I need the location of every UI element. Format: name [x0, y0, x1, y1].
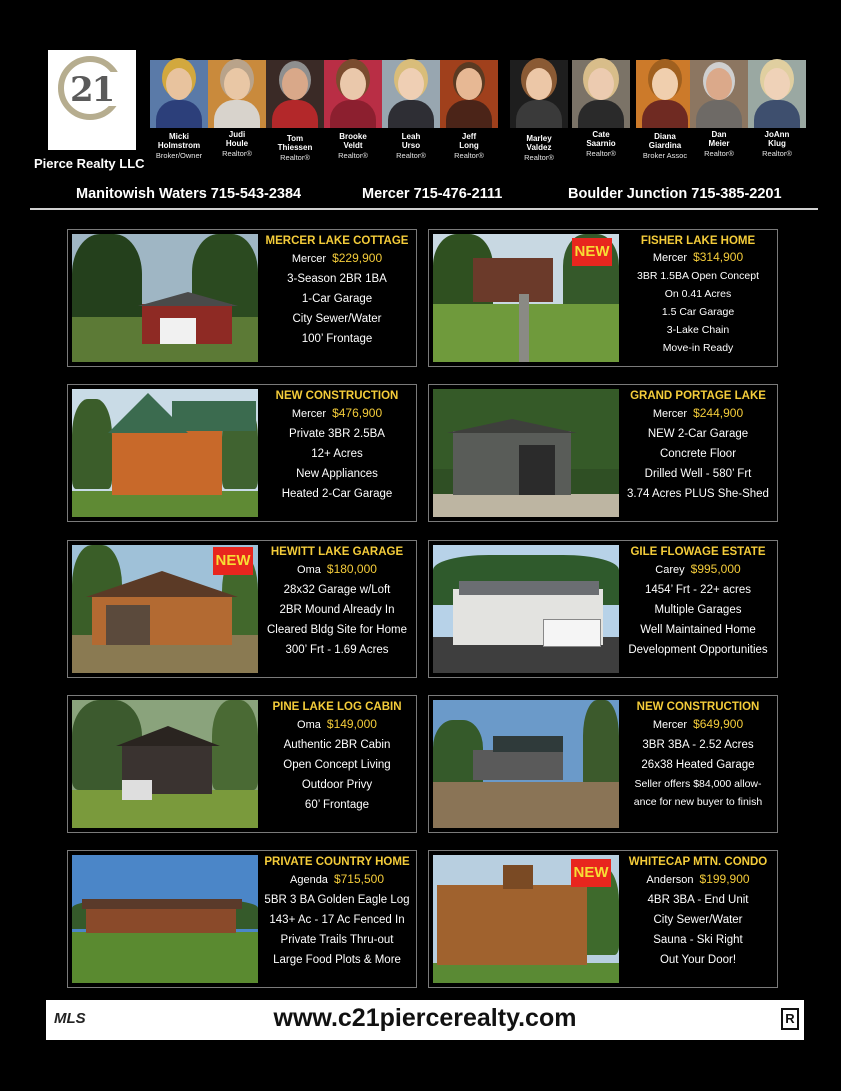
- agent-last-name: Urso: [401, 141, 421, 150]
- listing-text: [258, 698, 416, 815]
- listing-photo: [72, 700, 258, 828]
- listing-detail: 26x38 Heated Garage: [641, 759, 755, 771]
- listing-detail: Concrete Floor: [659, 448, 737, 460]
- agent-photo: [748, 60, 806, 128]
- listing-detail: 5BR 3 BA Golden Eagle Log: [264, 894, 410, 906]
- listing-detail: Cleared Bldg Site for Home: [267, 624, 407, 636]
- c21-logo: [48, 50, 136, 150]
- listing-card-fisher-lake-home[interactable]: [428, 229, 778, 367]
- listing-detail: Private 3BR 2.5BA: [289, 428, 385, 440]
- agent-photo: [150, 60, 208, 128]
- agent-role: Realtor®: [454, 151, 484, 160]
- agent-first-name: Judi: [228, 130, 246, 139]
- agent-photo: [690, 60, 748, 128]
- listing-detail: 143+ Ac - 17 Ac Fenced In: [269, 914, 405, 926]
- listing-price: $715,500: [333, 872, 384, 886]
- agent-role: Realtor®: [396, 151, 426, 160]
- listing-detail: City Sewer/Water: [292, 313, 382, 325]
- agent-card: [440, 60, 498, 168]
- listing-detail: Multiple Garages: [654, 604, 742, 616]
- agent-last-name: Long: [459, 141, 479, 150]
- agent-role: Realtor®: [586, 149, 616, 158]
- website-link[interactable]: www.c21piercerealty.com: [273, 1004, 577, 1032]
- listing-location: [258, 869, 416, 890]
- listing-detail: 4BR 3BA - End Unit: [647, 894, 749, 906]
- listing-detail: 1.5 Car Garage: [661, 306, 735, 318]
- listing-detail: NEW 2-Car Garage: [647, 428, 749, 440]
- agent-last-name: Klug: [768, 139, 786, 148]
- agent-last-name: Giardina: [648, 141, 682, 150]
- listing-location: [619, 403, 777, 424]
- agent-role: Realtor®: [524, 153, 554, 162]
- listing-detail: 3-Season 2BR 1BA: [287, 273, 387, 285]
- listing-town: Mercer: [652, 719, 688, 731]
- office-boulder-junction: Boulder Junction 715-385-2201: [568, 186, 782, 202]
- new-badge: NEW: [572, 238, 612, 266]
- listing-detail: 1-Car Garage: [301, 293, 373, 305]
- agent-role: Broker Assoc: [642, 151, 688, 160]
- listing-town: Agenda: [290, 874, 328, 886]
- listing-photo: [72, 389, 258, 517]
- agent-first-name: Leah: [401, 132, 421, 141]
- listing-town: Carey: [655, 564, 685, 576]
- listing-title: GRAND PORTAGE LAKE: [630, 390, 766, 402]
- agent-first-name: Marley: [526, 134, 552, 143]
- listing-detail: Move-in Ready: [662, 342, 734, 354]
- listing-text: [619, 387, 777, 504]
- listing-title: PINE LAKE LOG CABIN: [272, 701, 402, 713]
- agent-card: [266, 60, 324, 168]
- listing-location: [619, 248, 777, 267]
- agent-role: Broker/Owner: [155, 151, 203, 160]
- agent-first-name: Micki: [168, 132, 189, 141]
- agent-card: [150, 60, 208, 168]
- listing-title: PRIVATE COUNTRY HOME: [264, 856, 410, 868]
- listing-town: Mercer: [652, 252, 688, 264]
- listing-detail: Authentic 2BR Cabin: [283, 739, 391, 751]
- agent-card: [748, 60, 806, 168]
- listing-town: Anderson: [646, 874, 694, 886]
- listing-price: $995,000: [690, 562, 741, 576]
- agent-last-name: Meier: [708, 139, 730, 148]
- agent-last-name: Saarnio: [586, 139, 616, 148]
- agent-card: [208, 60, 266, 168]
- listing-text: [258, 853, 416, 970]
- listing-location: [619, 714, 777, 735]
- agent-photo: [572, 60, 630, 128]
- listing-text: [619, 232, 777, 357]
- listing-text: [258, 232, 416, 349]
- new-badge: NEW: [213, 547, 253, 575]
- footer-bar: [46, 1000, 804, 1040]
- agent-last-name: Houle: [225, 139, 249, 148]
- listing-title: NEW CONSTRUCTION: [275, 390, 399, 402]
- listing-detail: Outdoor Privy: [301, 779, 373, 791]
- agent-last-name: Valdez: [526, 143, 552, 152]
- listing-detail: City Sewer/Water: [653, 914, 743, 926]
- listing-location: [258, 559, 416, 580]
- agent-first-name: Jeff: [461, 132, 477, 141]
- listing-detail: Open Concept Living: [283, 759, 391, 771]
- listing-price: $149,000: [326, 717, 377, 731]
- listing-detail: Drilled Well - 580’ Frt: [644, 468, 752, 480]
- agent-last-name: Thiessen: [277, 143, 313, 152]
- listing-detail: 60’ Frontage: [304, 799, 370, 811]
- listing-photo: [72, 855, 258, 983]
- listing-title: WHITECAP MTN. CONDO: [628, 856, 768, 868]
- listing-card-new-construction-476900[interactable]: [67, 384, 417, 522]
- listing-card-grand-portage-lake[interactable]: [428, 384, 778, 522]
- agent-photo: [440, 60, 498, 128]
- listing-card-whitecap-mtn-condo[interactable]: [428, 850, 778, 988]
- listing-town: Mercer: [291, 253, 327, 265]
- agent-card: [382, 60, 440, 168]
- listing-location: [258, 403, 416, 424]
- agent-role: Realtor®: [762, 149, 792, 158]
- mls-logo: MLS: [54, 1010, 86, 1027]
- listing-text: [619, 698, 777, 811]
- listing-card-private-country-home[interactable]: [67, 850, 417, 988]
- realtor-logo: R: [781, 1008, 799, 1030]
- listing-price: $199,900: [699, 872, 750, 886]
- listing-card-gile-flowage-estate[interactable]: [428, 540, 778, 678]
- listing-town: Oma: [297, 564, 321, 576]
- listing-detail: Heated 2-Car Garage: [281, 488, 393, 500]
- listing-detail: Development Opportunities: [628, 644, 768, 656]
- listing-card-hewitt-lake-garage[interactable]: [67, 540, 417, 678]
- agent-photo: [510, 60, 568, 128]
- listing-detail: 28x32 Garage w/Loft: [283, 584, 391, 596]
- listing-detail: 100’ Frontage: [301, 333, 373, 345]
- listing-detail: 1454’ Frt - 22+ acres: [645, 584, 751, 596]
- listing-town: Oma: [297, 719, 321, 731]
- agent-photo: [636, 60, 694, 128]
- listing-price: $314,900: [693, 250, 744, 264]
- listing-price: $476,900: [332, 406, 383, 420]
- agent-last-name: Veldt: [343, 141, 363, 150]
- listing-title: GILE FLOWAGE ESTATE: [630, 546, 766, 558]
- listing-detail: 2BR Mound Already In: [279, 604, 395, 616]
- listing-text: [619, 853, 777, 970]
- office-mercer: Mercer 715-476-2111: [362, 186, 503, 202]
- listing-detail: ance for new buyer to finish: [633, 796, 763, 808]
- listing-location: [258, 714, 416, 735]
- listing-price: $649,900: [693, 717, 744, 731]
- listing-price: $229,900: [332, 251, 383, 265]
- listing-detail: 12+ Acres: [311, 448, 363, 460]
- listing-photo: [433, 700, 619, 828]
- listing-price: $180,000: [326, 562, 377, 576]
- agent-last-name: Holmstrom: [157, 141, 201, 150]
- agent-card: [690, 60, 748, 168]
- listing-price: $244,900: [693, 406, 744, 420]
- listing-card-mercer-lake-cottage[interactable]: [67, 229, 417, 367]
- listing-detail: Private Trails Thru-out: [280, 934, 394, 946]
- listing-detail: Seller offers $84,000 allow-: [634, 778, 762, 790]
- listing-photo: [72, 234, 258, 362]
- listing-detail: Well Maintained Home: [640, 624, 756, 636]
- listing-text: [258, 387, 416, 504]
- listing-location: [619, 559, 777, 580]
- agent-first-name: JoAnn: [764, 130, 790, 139]
- agent-role: Realtor®: [338, 151, 368, 160]
- agent-card: [324, 60, 382, 168]
- agent-photo: [208, 60, 266, 128]
- listing-card-pine-lake-log-cabin[interactable]: [67, 695, 417, 833]
- agent-role: Realtor®: [280, 153, 310, 162]
- agent-card: [572, 60, 630, 168]
- listing-detail: On 0.41 Acres: [664, 288, 732, 300]
- listing-detail: 3BR 3BA - 2.52 Acres: [642, 739, 754, 751]
- agent-first-name: Cate: [592, 130, 610, 139]
- office-manitowish: Manitowish Waters 715-543-2384: [76, 186, 302, 202]
- listing-title: FISHER LAKE HOME: [640, 235, 756, 247]
- listing-location: [258, 248, 416, 269]
- agent-photo: [324, 60, 382, 128]
- header-divider: [30, 208, 818, 210]
- agent-photo: [382, 60, 440, 128]
- agent-role: Realtor®: [704, 149, 734, 158]
- listing-detail: 3.74 Acres PLUS She-Shed: [627, 488, 769, 500]
- agent-first-name: Dan: [711, 130, 727, 139]
- listing-detail: 300’ Frt - 1.69 Acres: [285, 644, 389, 656]
- listing-town: Mercer: [291, 408, 327, 420]
- agent-first-name: Diana: [654, 132, 676, 141]
- logo-number: 21: [70, 70, 114, 110]
- listing-detail: 3-Lake Chain: [666, 324, 730, 336]
- listing-location: [619, 869, 777, 890]
- listing-town: Mercer: [652, 408, 688, 420]
- listing-text: [619, 543, 777, 660]
- listing-detail: 3BR 1.5BA Open Concept: [637, 270, 759, 282]
- listing-title: NEW CONSTRUCTION: [636, 701, 760, 713]
- agent-first-name: Brooke: [339, 132, 367, 141]
- listing-detail: New Appliances: [296, 468, 378, 480]
- company-name: Pierce Realty LLC: [34, 156, 145, 171]
- listing-card-new-construction-649900[interactable]: [428, 695, 778, 833]
- listing-title: MERCER LAKE COTTAGE: [265, 235, 409, 247]
- listing-text: [258, 543, 416, 660]
- agent-role: Realtor®: [222, 149, 252, 158]
- listing-detail: Out Your Door!: [659, 954, 737, 966]
- listing-detail: Sauna - Ski Right: [653, 934, 743, 946]
- agent-first-name: Tom: [286, 134, 304, 143]
- agent-card: [510, 60, 568, 168]
- agent-photo: [266, 60, 324, 128]
- listing-photo: [433, 545, 619, 673]
- listing-detail: Large Food Plots & More: [273, 954, 401, 966]
- new-badge: NEW: [571, 859, 611, 887]
- listing-photo: [433, 389, 619, 517]
- listing-title: HEWITT LAKE GARAGE: [270, 546, 404, 558]
